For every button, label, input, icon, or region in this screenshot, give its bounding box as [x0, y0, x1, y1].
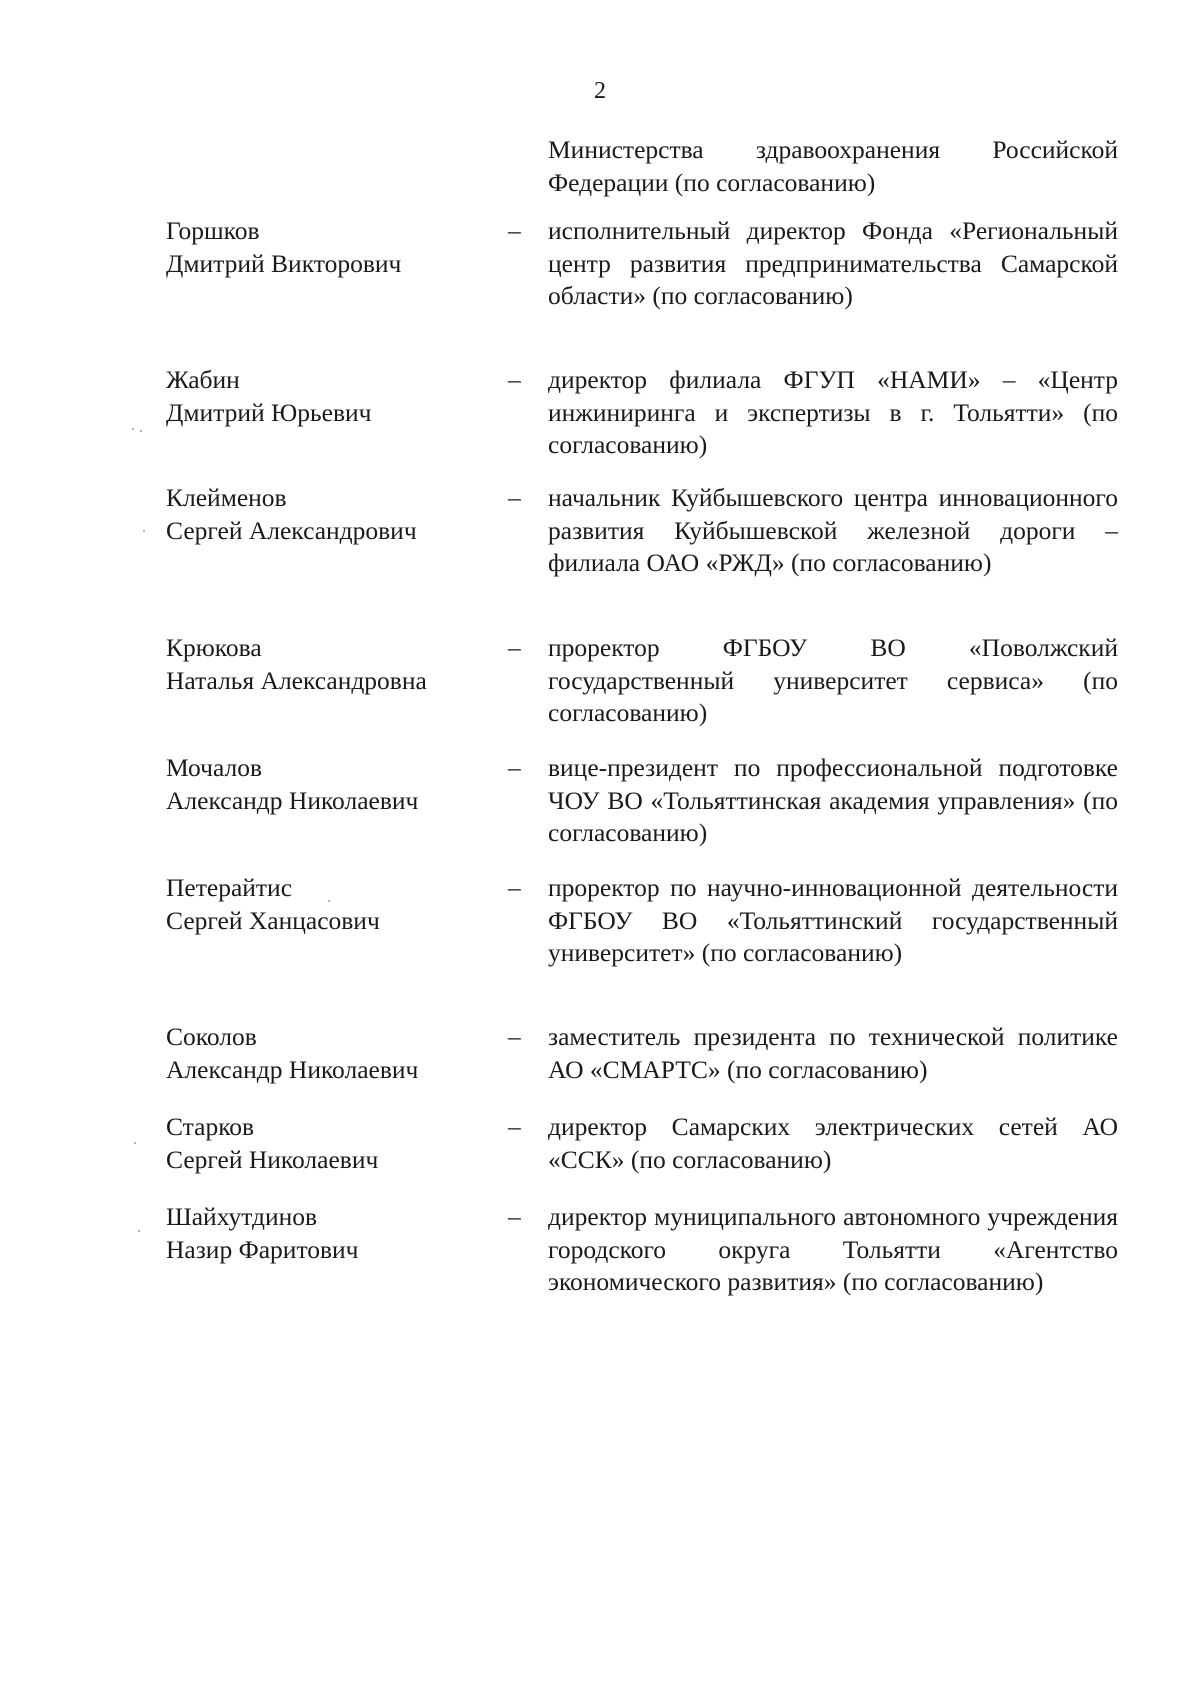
member-name: [166, 364, 496, 429]
dash-separator: –: [508, 1112, 521, 1141]
scan-speck: [140, 430, 142, 432]
dash-separator: –: [508, 873, 521, 902]
member-surname: Петерайтис: [166, 873, 293, 902]
member-given-names: Наталья Александровна: [166, 665, 427, 695]
member-name: [166, 872, 496, 937]
continuation-text: Министерства здравоохранения Российской Федерации (по согласованию): [548, 135, 1118, 197]
page-number: 2: [594, 78, 606, 104]
member-name: [166, 1201, 496, 1266]
member-name: [166, 215, 496, 280]
member-role: директор Самарских электрических сетей АО «ССК» (по согласованию): [548, 1112, 1118, 1174]
member-given-names: Назир Фаритович: [166, 1234, 359, 1264]
member-role: заместитель президента по технической политике АО «СМАРТС» (по согласованию): [548, 1022, 1118, 1084]
scan-speck: [143, 530, 145, 532]
member-given-names: Александр Николаевич: [166, 1054, 419, 1084]
member-surname: Жабин: [166, 365, 240, 394]
member-surname: Соколов: [166, 1022, 257, 1051]
scan-speck: [132, 428, 134, 430]
scan-speck: [138, 1230, 140, 1232]
scan-speck: [134, 1142, 136, 1144]
dash-separator: –: [508, 753, 521, 782]
member-surname: Старков: [166, 1112, 255, 1141]
member-surname: Шайхутдинов: [166, 1202, 318, 1231]
dash-separator: –: [508, 365, 521, 394]
member-role: проректор ФГБОУ ВО «Поволжский государственный университет сервиса» (по согласованию): [548, 633, 1118, 727]
member-role: вице-президент по профессиональной подготовке ЧОУ ВО «Тольяттинская академия управления» (по согласованию): [548, 753, 1118, 847]
member-given-names: Дмитрий Юрьевич: [166, 397, 372, 427]
member-name: [166, 1111, 496, 1176]
member-role: исполнительный директор Фонда «Региональный центр развития предпринимательства Самарской области» (по согласованию): [548, 216, 1118, 310]
member-role: проректор по научно-инновационной деятельности ФГБОУ ВО «Тольяттинский государственный университет» (по согласованию): [548, 873, 1118, 967]
member-name: [166, 752, 496, 817]
dash-separator: –: [508, 483, 521, 512]
dash-separator: –: [508, 1022, 521, 1051]
member-given-names: Сергей Александрович: [166, 515, 417, 545]
member-surname: Горшков: [166, 216, 260, 245]
member-name: [166, 482, 496, 547]
member-given-names: Сергей Ханцасович: [166, 905, 380, 935]
member-name: [166, 632, 496, 697]
member-given-names: Дмитрий Викторович: [166, 248, 402, 278]
dash-separator: –: [508, 1202, 521, 1231]
member-surname: Мочалов: [166, 753, 263, 782]
member-role: директор муниципального автономного учреждения городского округа Тольятти «Агентство экономического развития» (по согласованию): [548, 1202, 1118, 1296]
member-role: директор филиала ФГУП «НАМИ» – «Центр инжиниринга и экспертизы в г. Тольятти» (по согласованию): [548, 365, 1118, 459]
scan-speck: [328, 900, 330, 902]
member-surname: Клейменов: [166, 483, 287, 512]
member-given-names: Сергей Николаевич: [166, 1144, 379, 1174]
member-name: [166, 1021, 496, 1086]
member-role: начальник Куйбышевского центра инновационного развития Куйбышевской железной дороги – филиала ОАО «РЖД» (по согласованию): [548, 483, 1118, 577]
dash-separator: –: [508, 216, 521, 245]
member-surname: Крюкова: [166, 633, 262, 662]
dash-separator: –: [508, 633, 521, 662]
member-given-names: Александр Николаевич: [166, 785, 419, 815]
